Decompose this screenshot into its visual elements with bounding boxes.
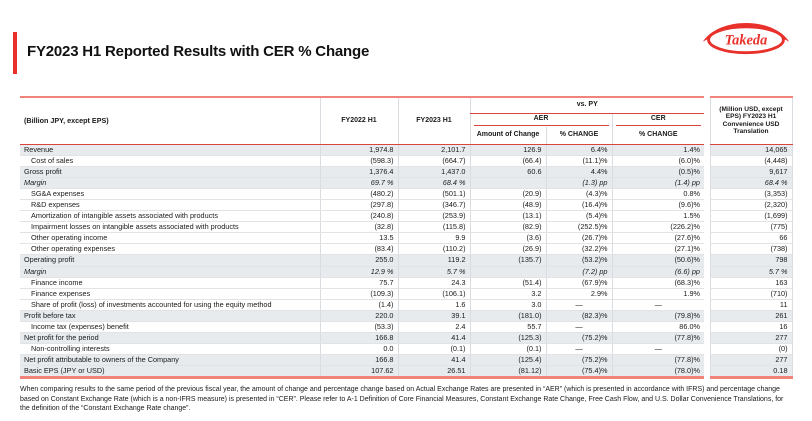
cell-value: (66.4) [470, 155, 546, 166]
cell-value: 68.4 % [398, 177, 470, 188]
row-label: Net profit attributable to owners of the Company [20, 355, 320, 366]
cell-value: (20.9) [470, 188, 546, 199]
cell-value: (0) [710, 344, 792, 355]
row-label: Revenue [20, 144, 320, 155]
col-usd-translation: (Million USD, except EPS) FY2023 H1 Convenience USD Translation [710, 97, 792, 144]
cell-value: 11 [710, 299, 792, 310]
page-title: FY2023 H1 Reported Results with CER % Change [27, 43, 370, 60]
table-row [20, 310, 792, 321]
cell-value: 5.7 % [398, 266, 470, 277]
cell-value: 277 [710, 355, 792, 366]
cell-value: 1,376.4 [320, 166, 398, 177]
cer-label: CER [616, 115, 702, 126]
table-row [20, 144, 792, 155]
table-row [20, 366, 792, 378]
cell-value: 0.18 [710, 366, 792, 378]
cell-value: (78.0)% [612, 366, 704, 378]
table-row [20, 322, 792, 333]
row-label: SG&A expenses [20, 188, 320, 199]
row-label: Gross profit [20, 166, 320, 177]
cell-value: (75.4)% [546, 366, 612, 378]
cell-value: — [612, 299, 704, 310]
row-label: Non-controlling interests [20, 344, 320, 355]
cell-value: (1,699) [710, 211, 792, 222]
footnote: When comparing results to the same period of the previous fiscal year, the amount of change and percentage change based on Actual Exchange Rates are presented in “AER” (which is presented in accordance with IFRS) and percentage change based on Constant Exchange Rate (which is a non-IFRS measure) is presented in “CER”. Please refer to A-1 Definition of Core Financial Measures, Constant Exchange Rate Change, Free Cash Flow, and U.S. Dollar Convenience Translations, for the definition of the “Constant Exchange Rate change”. [20, 386, 784, 413]
cell-value: 166.8 [320, 355, 398, 366]
cell-value: (26.7)% [546, 233, 612, 244]
cell-value: (82.3)% [546, 310, 612, 321]
cell-value: 277 [710, 333, 792, 344]
cell-value: (77.8)% [612, 333, 704, 344]
cell-value: 75.7 [320, 277, 398, 288]
row-label: Profit before tax [20, 310, 320, 321]
cell-value: (252.5)% [546, 222, 612, 233]
cell-value: (75.2)% [546, 355, 612, 366]
cell-value: (83.4) [320, 244, 398, 255]
cell-value: (27.6)% [612, 233, 704, 244]
cell-value: (181.0) [470, 310, 546, 321]
cell-value: 68.4 % [710, 177, 792, 188]
cell-value: 0.0 [320, 344, 398, 355]
cell-value: (27.1)% [612, 244, 704, 255]
table-header [20, 97, 792, 144]
row-label: Impairment losses on intangible assets associated with products [20, 222, 320, 233]
cell-value: 55.7 [470, 322, 546, 333]
cell-value: 9.9 [398, 233, 470, 244]
logo-text: Takeda [724, 32, 768, 49]
cell-value: (0.1) [398, 344, 470, 355]
row-label: Basic EPS (JPY or USD) [20, 366, 320, 378]
aer-label: AER [474, 115, 609, 126]
cell-value: 2.9% [546, 288, 612, 299]
cell-value: (26.9) [470, 244, 546, 255]
row-label: Other operating income [20, 233, 320, 244]
cell-value: 3.0 [470, 299, 546, 310]
cell-value: 39.1 [398, 310, 470, 321]
cell-value: (77.8)% [612, 355, 704, 366]
row-label: Share of profit (loss) of investments accounted for using the equity method [20, 299, 320, 310]
cell-value: 12.9 % [320, 266, 398, 277]
cell-value: (4.3)% [546, 188, 612, 199]
col-group-cer [612, 113, 704, 127]
cell-value: (1.4) [320, 299, 398, 310]
row-label: Margin [20, 266, 320, 277]
table-row [20, 211, 792, 222]
cell-value: 1,974.8 [320, 144, 398, 155]
cell-value: 4.4% [546, 166, 612, 177]
cell-value: 166.8 [320, 333, 398, 344]
cell-value: 2,101.7 [398, 144, 470, 155]
cell-value: (226.2)% [612, 222, 704, 233]
table-row [20, 233, 792, 244]
cell-value: (125.3) [470, 333, 546, 344]
row-label: Operating profit [20, 255, 320, 266]
cell-value: (775) [710, 222, 792, 233]
cell-value: (13.1) [470, 211, 546, 222]
table-row [20, 222, 792, 233]
cell-value: (51.4) [470, 277, 546, 288]
cell-value: 24.3 [398, 277, 470, 288]
table-row [20, 155, 792, 166]
cell-value: 69.7 % [320, 177, 398, 188]
cell-value: (16.4)% [546, 199, 612, 210]
col-group-aer [470, 113, 612, 127]
cell-value: 60.6 [470, 166, 546, 177]
table-row [20, 166, 792, 177]
cell-value: (738) [710, 244, 792, 255]
cell-value: 1.9% [612, 288, 704, 299]
cell-value: 13.5 [320, 233, 398, 244]
cell-value: (0.5)% [612, 166, 704, 177]
cell-value: (106.1) [398, 288, 470, 299]
col-fy2023-h1: FY2023 H1 [398, 97, 470, 144]
cell-value: (81.12) [470, 366, 546, 378]
row-label: R&D expenses [20, 199, 320, 210]
cell-value: 66 [710, 233, 792, 244]
cell-value: 86.0% [612, 322, 704, 333]
cell-value: (32.2)% [546, 244, 612, 255]
cell-value: (4,448) [710, 155, 792, 166]
cell-value: (50.6)% [612, 255, 704, 266]
col-fy2022-h1: FY2022 H1 [320, 97, 398, 144]
cell-value: (664.7) [398, 155, 470, 166]
cell-value: (67.9)% [546, 277, 612, 288]
cell-value: (115.8) [398, 222, 470, 233]
table-row [20, 244, 792, 255]
cell-value: 2.4 [398, 322, 470, 333]
cell-value: (79.8)% [612, 310, 704, 321]
cell-value: — [546, 299, 612, 310]
cell-value [470, 177, 546, 188]
cell-value: (2,320) [710, 199, 792, 210]
cell-value: 220.0 [320, 310, 398, 321]
table-row [20, 277, 792, 288]
col-cer-pct-change: % CHANGE [612, 127, 704, 144]
table-row [20, 299, 792, 310]
cell-value: 41.4 [398, 333, 470, 344]
cell-value: (253.9) [398, 211, 470, 222]
unit-label: (Billion JPY, except EPS) [20, 97, 320, 144]
cell-value: (346.7) [398, 199, 470, 210]
cell-value: 26.51 [398, 366, 470, 378]
cell-value: (598.3) [320, 155, 398, 166]
cell-value: — [612, 344, 704, 355]
col-amount-of-change: Amount of Change [470, 127, 546, 144]
cell-value: (710) [710, 288, 792, 299]
cell-value: (75.2)% [546, 333, 612, 344]
cell-value: (3,353) [710, 188, 792, 199]
cell-value: (1.4) pp [612, 177, 704, 188]
cell-value: (0.1) [470, 344, 546, 355]
cell-value: 126.9 [470, 144, 546, 155]
cell-value: (6.6) pp [612, 266, 704, 277]
cell-value: 255.0 [320, 255, 398, 266]
cell-value: (82.9) [470, 222, 546, 233]
cell-value: 3.2 [470, 288, 546, 299]
cell-value: (501.1) [398, 188, 470, 199]
cell-value: (135.7) [470, 255, 546, 266]
row-label: Income tax (expenses) benefit [20, 322, 320, 333]
cell-value: (6.0)% [612, 155, 704, 166]
cell-value [470, 266, 546, 277]
table-body [20, 144, 792, 378]
cell-value: 1.4% [612, 144, 704, 155]
table-row [20, 288, 792, 299]
cell-value: (9.6)% [612, 199, 704, 210]
cell-value: (5.4)% [546, 211, 612, 222]
cell-value: (1.3) pp [546, 177, 612, 188]
cell-value: 1.5% [612, 211, 704, 222]
cell-value: (32.8) [320, 222, 398, 233]
cell-value: 41.4 [398, 355, 470, 366]
cell-value: (240.8) [320, 211, 398, 222]
row-label: Finance income [20, 277, 320, 288]
results-table [20, 96, 793, 379]
col-aer-pct-change: % CHANGE [546, 127, 612, 144]
cell-value: (68.3)% [612, 277, 704, 288]
cell-value: 5.7 % [710, 266, 792, 277]
takeda-logo-icon [698, 10, 794, 58]
table-row [20, 344, 792, 355]
cell-value: 107.62 [320, 366, 398, 378]
cell-value: 0.8% [612, 188, 704, 199]
cell-value: (297.8) [320, 199, 398, 210]
cell-value: 798 [710, 255, 792, 266]
row-label: Other operating expenses [20, 244, 320, 255]
cell-value: 1,437.0 [398, 166, 470, 177]
row-label: Cost of sales [20, 155, 320, 166]
cell-value: 261 [710, 310, 792, 321]
cell-value: (53.2)% [546, 255, 612, 266]
cell-value: (480.2) [320, 188, 398, 199]
cell-value: 119.2 [398, 255, 470, 266]
cell-value: — [546, 344, 612, 355]
col-group-vs-py: vs. PY [470, 97, 704, 113]
table-row [20, 199, 792, 210]
table-row [20, 333, 792, 344]
table-row [20, 266, 792, 277]
cell-value: (48.9) [470, 199, 546, 210]
cell-value: — [546, 322, 612, 333]
row-label: Margin [20, 177, 320, 188]
row-label: Finance expenses [20, 288, 320, 299]
cell-value: (53.3) [320, 322, 398, 333]
cell-value: 6.4% [546, 144, 612, 155]
cell-value: (3.6) [470, 233, 546, 244]
row-label: Amortization of intangible assets associated with products [20, 211, 320, 222]
cell-value: 14,065 [710, 144, 792, 155]
cell-value: 16 [710, 322, 792, 333]
cell-value: (11.1)% [546, 155, 612, 166]
cell-value: 1.6 [398, 299, 470, 310]
cell-value: (110.2) [398, 244, 470, 255]
table-row [20, 177, 792, 188]
cell-value: 9,617 [710, 166, 792, 177]
cell-value: (7.2) pp [546, 266, 612, 277]
cell-value: (109.3) [320, 288, 398, 299]
title-accent-bar [13, 32, 17, 74]
table-row [20, 355, 792, 366]
table-row [20, 188, 792, 199]
cell-value: (125.4) [470, 355, 546, 366]
cell-value: 163 [710, 277, 792, 288]
row-label: Net profit for the period [20, 333, 320, 344]
table-row [20, 255, 792, 266]
